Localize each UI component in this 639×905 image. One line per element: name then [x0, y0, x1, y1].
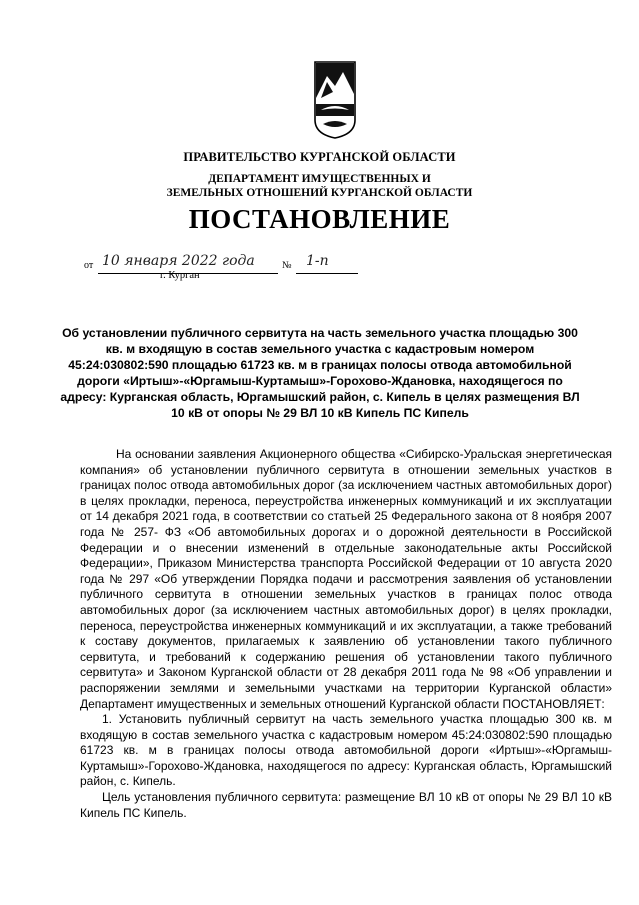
item-1-paragraph: 1. Установить публичный сервитут на часть земельного участка площадью 300 кв. м входящую в состав земельного участка с кадастровым номером 45:24:030802:590 площадью 61723 кв. м в границах полосы отвода автомобильной дороги «Иртыш»-«Юргамыш-Куртамыш»-Горохово-Ждановка, находящегося по адресу: Курганская область, Юргамышский район, с. Кипель. [80, 712, 612, 789]
department-name-line2: ЗЕМЕЛЬНЫХ ОТНОШЕНИЙ КУРГАНСКОЙ ОБЛАСТИ [166, 187, 473, 199]
number-prefix: № [282, 260, 292, 271]
city-label: г. Курган [160, 270, 200, 281]
coat-of-arms-emblem [313, 60, 357, 140]
handwritten-number: 1-п [306, 253, 329, 269]
date-prefix: от [84, 260, 94, 271]
handwritten-date: 10 января 2022 года [102, 253, 255, 269]
department-name [0, 172, 639, 200]
preamble-paragraph: На основании заявления Акционерного общества «Сибирско-Уральская энергетическая компания» об установлении публичного сервитута в отношении земельных участков в границах полос отвода автомобильных дорог (за исключением частных автомобильных дорог) в целях прокладки, переноса, переустройства инженерных коммуникаций и их эксплуатации от 14 декабря 2021 года, в соответствии со статьей 25 Федерального закона от 8 ноября 2007 года № 257- ФЗ «Об автомобильных дорогах и о дорожной деятельности в Российской Федерации и о внесении изменений в отдельные законодательные акты Российской Федерации», Приказом Министерства транспорта Российской Федерации от 10 августа 2020 года № 297 «Об утверждении Порядка подачи и рассмотрения заявления об установлении публичного сервитута в отношении земельных участков в границах полос отвода автомобильных дорог (за исключением частных автомобильных дорог) в целях прокладки, переноса, переустройства инженерных коммуникаций и их эксплуатации, а также требований к составу документов, прилагаемых к заявлению об установлении такого публичного сервитута, и требований к содержанию решения об установлении такого публичного сервитута» и Законом Курганской области от 28 декабря 2011 года № 98 «Об управлении и распоряжении землями и земельными участками на территории Курганской области» Департамент имущественных и земельных отношений Курганской области ПОСТАНОВЛЯЕТ: [80, 447, 612, 711]
purpose-paragraph: Цель установления публичного сервитута: размещение ВЛ 10 кВ от опоры № 29 ВЛ 10 кВ Кипель ПС Кипель. [80, 790, 612, 820]
government-name: ПРАВИТЕЛЬСТВО КУРГАНСКОЙ ОБЛАСТИ [183, 150, 456, 164]
document-body [80, 447, 612, 821]
document-subject: Об установлении публичного сервитута на часть земельного участка площадью 300 кв. м входящую в состав земельного участка с кадастровым номером 45:24:030802:590 площадью 61723 кв. м в границах полосы отвода автомобильной дороги «Иртыш»-«Юргамыш-Куртамыш»-Горохово-Ждановка, находящегося по адресу: Курганская область, Юргамышский район, с. Кипель в целях размещения ВЛ 10 кВ от опоры № 29 ВЛ 10 кВ Кипель ПС Кипель [60, 326, 580, 420]
document-type-title: ПОСТАНОВЛЕНИЕ [188, 204, 451, 234]
date-number-line [84, 250, 384, 274]
number-underline [296, 273, 358, 274]
department-name-line1: ДЕПАРТАМЕНТ ИМУЩЕСТВЕННЫХ И [208, 173, 431, 185]
